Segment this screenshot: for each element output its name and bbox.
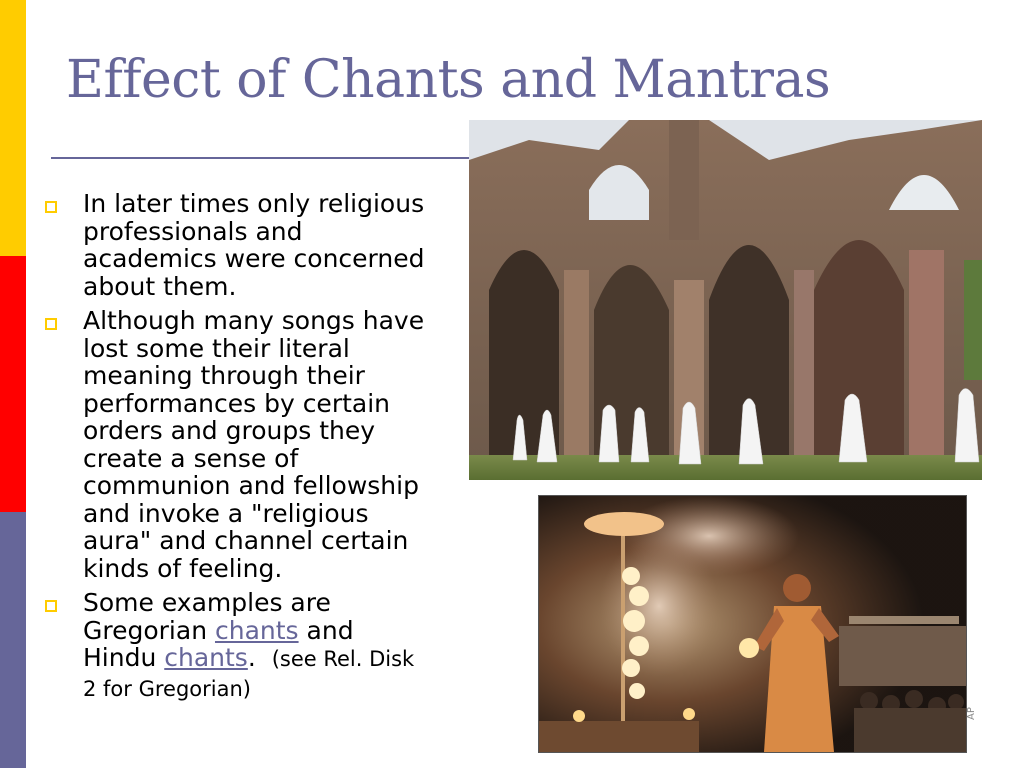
stripe-purple [0,512,26,768]
bullet-note: (see Rel. Disk 2 for Gregorian) [83,647,415,701]
bullet-marker-icon [45,201,57,213]
bullet-text-part: . [247,643,272,672]
bullet-list [44,190,429,710]
bullet-text: In later times only religious professionals and academics were concerned about them. [83,189,425,301]
abbey-ruins-photo [469,120,982,480]
bullet-text-part: Some examples are Gregorian [83,588,331,645]
bullet-text: Although many songs have lost some their literal meaning through their performances by certain orders and groups they create a sense of communion and fellowship and invoke a "religious aura" and channel certain kinds of feeling. [83,306,425,583]
stripe-red [0,256,26,512]
title-underline [51,157,469,159]
hindu-chants-link[interactable]: chants [164,643,248,672]
bullet-marker-icon [45,600,57,612]
bullet-item [44,589,429,703]
abbey-ruins-illustration [469,120,982,480]
stripe-yellow [0,0,26,256]
bullet-text-part: and Hindu [83,615,354,672]
bullet-marker-icon [45,318,57,330]
bullet-item [44,307,429,582]
aarti-ceremony-photo [538,495,967,753]
aarti-illustration [539,496,966,752]
slide-title: Effect of Chants and Mantras [66,50,831,110]
gregorian-chants-link[interactable]: chants [214,615,299,645]
photo-credit: AP [966,707,977,720]
bullet-item [44,190,429,300]
